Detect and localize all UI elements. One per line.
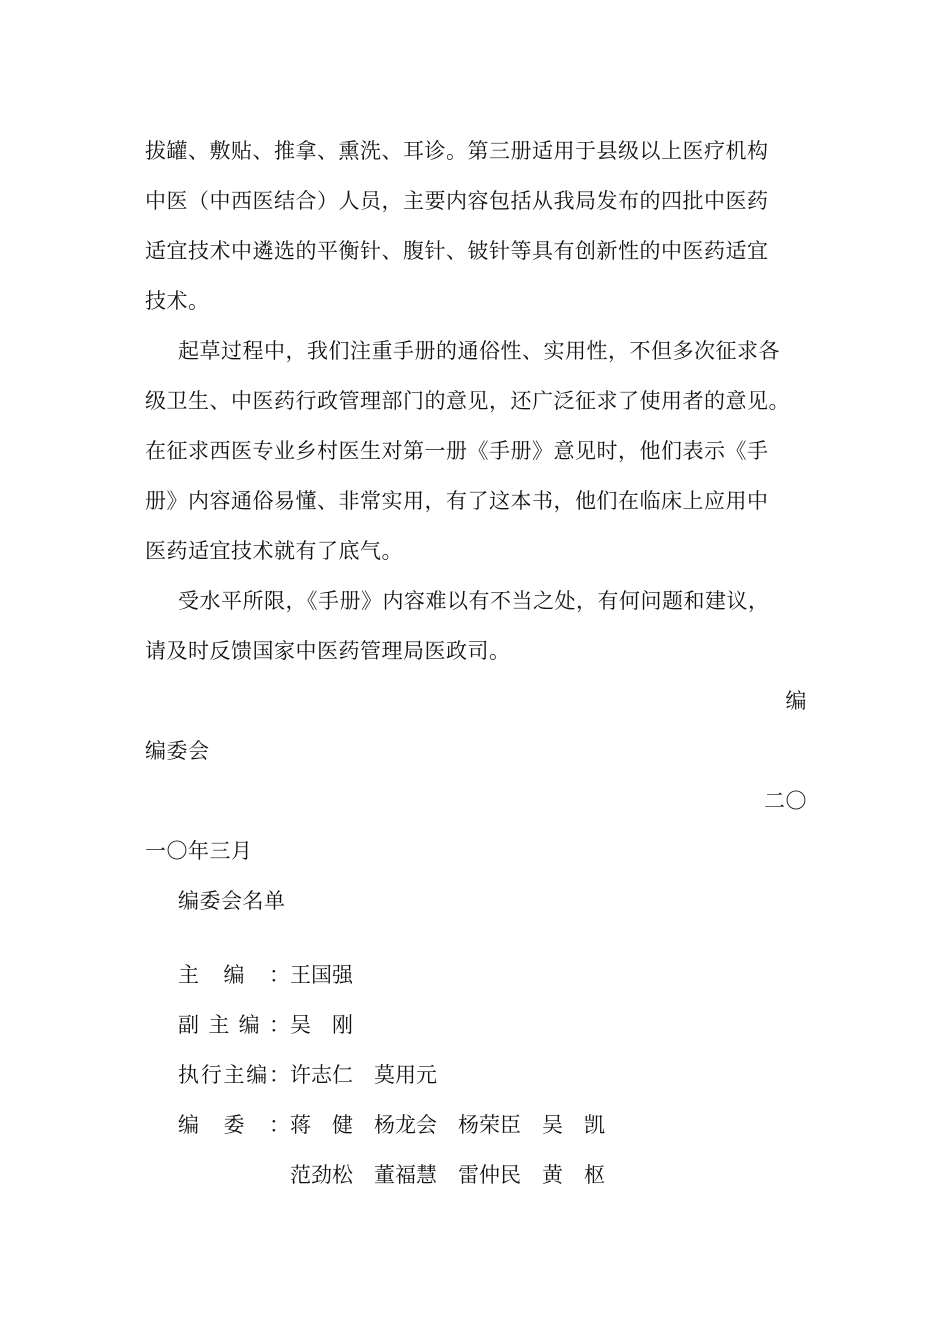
paragraph-line: 拔罐、敷贴、推拿、熏洗、耳诊。第三册适用于县级以上医疗机构 (145, 139, 769, 163)
committee-title: 编委会名单 (178, 889, 286, 913)
paragraph-line: 医药适宜技术就有了底气。 (145, 539, 403, 563)
paragraph-line: 请及时反馈国家中医药管理局医政司。 (145, 639, 511, 663)
committee-role: 执行主编： (178, 1063, 290, 1087)
committee-names: 许志仁 莫用元 (290, 1063, 437, 1087)
committee-names: 蒋 健 杨龙会 杨荣臣 吴 凯 (290, 1113, 605, 1137)
paragraph-line: 在征求西医专业乡村医生对第一册《手册》意见时，他们表示《手 (145, 439, 769, 463)
signature-date-part1: 二〇 (764, 789, 807, 813)
signature-editor-part1: 编 (785, 689, 807, 713)
paragraph-line: 级卫生、中医药行政管理部门的意见，还广泛征求了使用者的意见。 (145, 389, 790, 413)
committee-names: 范劲松 董福慧 雷仲民 黄 枢 (290, 1163, 605, 1187)
paragraph-line: 技术。 (145, 289, 210, 313)
paragraph-line: 受水平所限，《手册》内容难以有不当之处，有何问题和建议， (178, 589, 770, 613)
paragraph-line: 中医（中西医结合）人员，主要内容包括从我局发布的四批中医药 (145, 189, 769, 213)
committee-names: 王国强 (290, 963, 353, 987)
signature-editor-part2: 编委会 (145, 739, 210, 763)
committee-role: 编委： (178, 1113, 290, 1137)
paragraph-line: 起草过程中，我们注重手册的通俗性、实用性，不但多次征求各 (178, 339, 780, 363)
paragraph-line: 册》内容通俗易懂、非常实用，有了这本书，他们在临床上应用中 (145, 489, 769, 513)
committee-role: 主编： (178, 963, 290, 987)
committee-role: 副主编： (178, 1013, 290, 1037)
committee-names: 吴 刚 (290, 1013, 353, 1037)
signature-date-part2: 一〇年三月 (145, 839, 253, 863)
paragraph-line: 适宜技术中遴选的平衡针、腹针、铍针等具有创新性的中医药适宜 (145, 239, 769, 263)
